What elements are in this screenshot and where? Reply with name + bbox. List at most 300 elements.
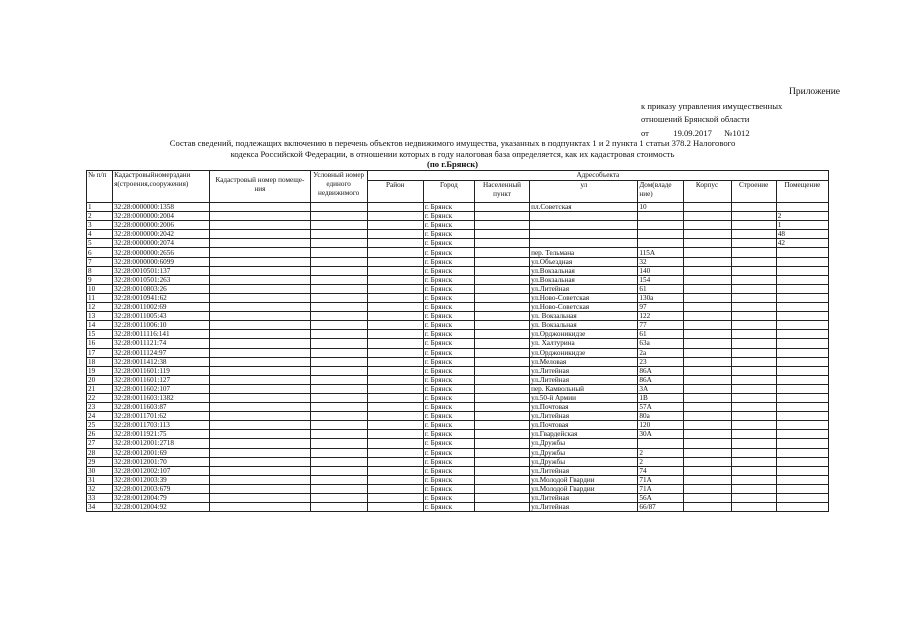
cadastral-number-cell: 32:28:0000000:2006 xyxy=(113,221,210,230)
city-cell: г. Брянск xyxy=(423,348,474,357)
settlement-cell xyxy=(474,403,529,412)
table-row xyxy=(87,466,829,475)
house-cell: 80а xyxy=(638,412,683,421)
street-cell: ул.Дружбы xyxy=(530,439,638,448)
house-cell: 122 xyxy=(638,312,683,321)
building-cell xyxy=(731,257,776,266)
table-row xyxy=(87,321,829,330)
conditional-number-cell xyxy=(310,393,367,402)
building-cell xyxy=(731,203,776,212)
premise-cell xyxy=(776,439,828,448)
building-cell xyxy=(731,375,776,384)
settlement-cell xyxy=(474,330,529,339)
city-cell: г. Брянск xyxy=(423,503,474,512)
premise-cell xyxy=(776,403,828,412)
district-cell xyxy=(367,339,423,348)
house-cell: 97 xyxy=(638,303,683,312)
premise-cell xyxy=(776,339,828,348)
table-row xyxy=(87,230,829,239)
street-cell: ул.Вокзальная xyxy=(530,266,638,275)
district-cell xyxy=(367,348,423,357)
settlement-cell xyxy=(474,257,529,266)
city-cell: г. Брянск xyxy=(423,303,474,312)
premises-cadastral-cell xyxy=(210,257,310,266)
house-cell: 57А xyxy=(638,403,683,412)
city-cell: г. Брянск xyxy=(423,239,474,248)
premise-cell xyxy=(776,257,828,266)
district-cell xyxy=(367,448,423,457)
street-cell xyxy=(530,212,638,221)
settlement-cell xyxy=(474,339,529,348)
header-street: ул xyxy=(530,181,638,203)
table-row xyxy=(87,421,829,430)
premises-cadastral-cell xyxy=(210,503,310,512)
street-cell: пл.Советская xyxy=(530,203,638,212)
premises-cadastral-cell xyxy=(210,494,310,503)
premises-cadastral-cell xyxy=(210,466,310,475)
street-cell: ул.Орджоникидзе xyxy=(530,330,638,339)
premise-cell xyxy=(776,457,828,466)
premises-cadastral-cell xyxy=(210,312,310,321)
korpus-cell xyxy=(683,221,731,230)
house-cell xyxy=(638,221,683,230)
street-cell: ул.Гвардейская xyxy=(530,430,638,439)
korpus-cell xyxy=(683,494,731,503)
korpus-cell xyxy=(683,475,731,484)
conditional-number-cell xyxy=(310,439,367,448)
district-cell xyxy=(367,221,423,230)
conditional-number-cell xyxy=(310,230,367,239)
korpus-cell xyxy=(683,348,731,357)
cadastral-number-cell: 32:28:0011603:1382 xyxy=(113,393,210,402)
korpus-cell xyxy=(683,421,731,430)
city-cell: г. Брянск xyxy=(423,439,474,448)
city-cell: г. Брянск xyxy=(423,339,474,348)
row-number-cell: 12 xyxy=(87,303,113,312)
row-number-cell: 5 xyxy=(87,239,113,248)
conditional-number-cell xyxy=(310,321,367,330)
premise-cell xyxy=(776,375,828,384)
register-body xyxy=(87,203,829,512)
row-number-cell: 14 xyxy=(87,321,113,330)
table-row xyxy=(87,430,829,439)
street-cell: ул.Литейная xyxy=(530,503,638,512)
city-cell: г. Брянск xyxy=(423,266,474,275)
district-cell xyxy=(367,421,423,430)
building-cell xyxy=(731,293,776,302)
row-number-cell: 13 xyxy=(87,312,113,321)
table-row xyxy=(87,484,829,493)
building-cell xyxy=(731,430,776,439)
premises-cadastral-cell xyxy=(210,275,310,284)
street-cell: ул.Орджоникидзе xyxy=(530,348,638,357)
table-row xyxy=(87,348,829,357)
building-cell xyxy=(731,403,776,412)
premise-cell xyxy=(776,421,828,430)
document-title-line1: Состав сведений, подлежащих включению в перечень объектов недвижимого имущества, указанных в подпунктах 1 и 2 пункта 1 статьи 378.2 Налогового xyxy=(169,138,736,148)
premises-cadastral-cell xyxy=(210,321,310,330)
premise-cell xyxy=(776,412,828,421)
settlement-cell xyxy=(474,266,529,275)
header-address-group: Адресобъекта xyxy=(367,171,828,181)
house-cell: 23 xyxy=(638,357,683,366)
house-cell: 71А xyxy=(638,484,683,493)
conditional-number-cell xyxy=(310,375,367,384)
korpus-cell xyxy=(683,384,731,393)
conditional-number-cell xyxy=(310,212,367,221)
cadastral-number-cell: 32:28:0011921:75 xyxy=(113,430,210,439)
street-cell: пер. Камвольный xyxy=(530,384,638,393)
korpus-cell xyxy=(683,439,731,448)
conditional-number-cell xyxy=(310,448,367,457)
row-number-cell: 21 xyxy=(87,384,113,393)
district-cell xyxy=(367,293,423,302)
premise-cell xyxy=(776,248,828,257)
table-row xyxy=(87,284,829,293)
street-cell: ул. Вокзальная xyxy=(530,321,638,330)
row-number-cell: 33 xyxy=(87,494,113,503)
premises-cadastral-cell xyxy=(210,421,310,430)
building-cell xyxy=(731,384,776,393)
house-cell: 56А xyxy=(638,494,683,503)
korpus-cell xyxy=(683,275,731,284)
premises-cadastral-cell xyxy=(210,384,310,393)
settlement-cell xyxy=(474,375,529,384)
building-cell xyxy=(731,230,776,239)
settlement-cell xyxy=(474,230,529,239)
street-cell: ул.Дружбы xyxy=(530,457,638,466)
table-row xyxy=(87,357,829,366)
building-cell xyxy=(731,448,776,457)
header-district: Район xyxy=(367,181,423,203)
premise-cell xyxy=(776,357,828,366)
cadastral-number-cell: 32:28:0000000:2074 xyxy=(113,239,210,248)
cadastral-number-cell: 32:28:0011602:107 xyxy=(113,384,210,393)
house-cell: 2а xyxy=(638,348,683,357)
settlement-cell xyxy=(474,412,529,421)
building-cell xyxy=(731,339,776,348)
row-number-cell: 34 xyxy=(87,503,113,512)
table-row xyxy=(87,475,829,484)
building-cell xyxy=(731,275,776,284)
street-cell: ул.Ново-Советская xyxy=(530,303,638,312)
korpus-cell xyxy=(683,203,731,212)
premise-cell xyxy=(776,448,828,457)
cadastral-number-cell: 32:28:0011601:127 xyxy=(113,375,210,384)
korpus-cell xyxy=(683,466,731,475)
conditional-number-cell xyxy=(310,348,367,357)
cadastral-number-cell: 32:28:0012004:79 xyxy=(113,494,210,503)
cadastral-number-cell: 32:28:0011005:43 xyxy=(113,312,210,321)
cadastral-number-cell: 32:28:0000000:2042 xyxy=(113,230,210,239)
header-city: Город xyxy=(423,181,474,203)
premise-cell xyxy=(776,484,828,493)
appendix-title: Приложение xyxy=(789,87,840,97)
korpus-cell xyxy=(683,375,731,384)
premises-cadastral-cell xyxy=(210,212,310,221)
premises-cadastral-cell xyxy=(210,239,310,248)
city-cell: г. Брянск xyxy=(423,384,474,393)
premise-cell xyxy=(776,266,828,275)
row-number-cell: 25 xyxy=(87,421,113,430)
building-cell xyxy=(731,475,776,484)
house-cell: 61 xyxy=(638,284,683,293)
premises-cadastral-cell xyxy=(210,430,310,439)
cadastral-number-cell: 32:28:0010501:263 xyxy=(113,275,210,284)
building-cell xyxy=(731,239,776,248)
korpus-cell xyxy=(683,321,731,330)
table-row xyxy=(87,257,829,266)
table-row xyxy=(87,375,829,384)
korpus-cell xyxy=(683,339,731,348)
street-cell: ул.Литейная xyxy=(530,466,638,475)
premises-cadastral-cell xyxy=(210,230,310,239)
city-cell: г. Брянск xyxy=(423,230,474,239)
cadastral-number-cell: 32:28:0012004:92 xyxy=(113,503,210,512)
cadastral-number-cell: 32:28:0000000:2656 xyxy=(113,248,210,257)
conditional-number-cell xyxy=(310,266,367,275)
row-number-cell: 16 xyxy=(87,339,113,348)
city-cell: г. Брянск xyxy=(423,466,474,475)
row-number-cell: 6 xyxy=(87,248,113,257)
building-cell xyxy=(731,412,776,421)
premises-cadastral-cell xyxy=(210,284,310,293)
district-cell xyxy=(367,303,423,312)
street-cell: ул.Молодой Гвардии xyxy=(530,475,638,484)
building-cell xyxy=(731,484,776,493)
table-row xyxy=(87,330,829,339)
district-cell xyxy=(367,357,423,366)
settlement-cell xyxy=(474,203,529,212)
premise-cell xyxy=(776,203,828,212)
cadastral-number-cell: 32:28:0011124:97 xyxy=(113,348,210,357)
district-cell xyxy=(367,284,423,293)
conditional-number-cell xyxy=(310,312,367,321)
appendix-department-line: отношений Брянской области xyxy=(641,114,750,124)
document-title-line2: кодекса Российской Федерации, в отношении которых в году налоговая база определяется, как их кадастровая стоимость xyxy=(230,148,675,159)
house-cell: 115А xyxy=(638,248,683,257)
conditional-number-cell xyxy=(310,503,367,512)
district-cell xyxy=(367,212,423,221)
district-cell xyxy=(367,466,423,475)
city-cell: г. Брянск xyxy=(423,494,474,503)
table-row xyxy=(87,448,829,457)
city-cell: г. Брянск xyxy=(423,221,474,230)
city-cell: г. Брянск xyxy=(423,212,474,221)
table-row xyxy=(87,503,829,512)
premises-cadastral-cell xyxy=(210,393,310,402)
building-cell xyxy=(731,312,776,321)
street-cell: ул.Литейная xyxy=(530,366,638,375)
cadastral-number-cell: 32:28:0011703:113 xyxy=(113,421,210,430)
house-cell: 63а xyxy=(638,339,683,348)
conditional-number-cell xyxy=(310,403,367,412)
korpus-cell xyxy=(683,248,731,257)
city-cell: г. Брянск xyxy=(423,312,474,321)
korpus-cell xyxy=(683,403,731,412)
conditional-number-cell xyxy=(310,293,367,302)
korpus-cell xyxy=(683,366,731,375)
header-settlement: Населенный пункт xyxy=(474,181,529,203)
row-number-cell: 26 xyxy=(87,430,113,439)
city-cell: г. Брянск xyxy=(423,357,474,366)
settlement-cell xyxy=(474,357,529,366)
korpus-cell xyxy=(683,230,731,239)
cadastral-number-cell: 32:28:0012001:2718 xyxy=(113,439,210,448)
settlement-cell xyxy=(474,275,529,284)
settlement-cell xyxy=(474,503,529,512)
cadastral-number-cell: 32:28:0011701:62 xyxy=(113,412,210,421)
row-number-cell: 3 xyxy=(87,221,113,230)
row-number-cell: 31 xyxy=(87,475,113,484)
premises-cadastral-cell xyxy=(210,303,310,312)
settlement-cell xyxy=(474,239,529,248)
row-number-cell: 19 xyxy=(87,366,113,375)
row-number-cell: 32 xyxy=(87,484,113,493)
table-row xyxy=(87,221,829,230)
conditional-number-cell xyxy=(310,457,367,466)
district-cell xyxy=(367,439,423,448)
building-cell xyxy=(731,494,776,503)
korpus-cell xyxy=(683,393,731,402)
house-cell: 130а xyxy=(638,293,683,302)
premises-cadastral-cell xyxy=(210,448,310,457)
city-cell: г. Брянск xyxy=(423,448,474,457)
conditional-number-cell xyxy=(310,366,367,375)
premise-cell xyxy=(776,503,828,512)
street-cell: ул.50-й Армии xyxy=(530,393,638,402)
district-cell xyxy=(367,457,423,466)
row-number-cell: 17 xyxy=(87,348,113,357)
appendix-number: №1012 xyxy=(724,128,750,138)
row-number-cell: 9 xyxy=(87,275,113,284)
conditional-number-cell xyxy=(310,203,367,212)
premises-cadastral-cell xyxy=(210,266,310,275)
city-cell: г. Брянск xyxy=(423,248,474,257)
street-cell: ул.Литейная xyxy=(530,494,638,503)
header-korpus: Корпус xyxy=(683,181,731,203)
cadastral-number-cell: 32:28:0012003:679 xyxy=(113,484,210,493)
settlement-cell xyxy=(474,293,529,302)
cadastral-number-cell: 32:28:0010803:26 xyxy=(113,284,210,293)
street-cell: ул. Халтурина xyxy=(530,339,638,348)
premise-cell xyxy=(776,293,828,302)
header-house: Дом(владе ние) xyxy=(638,181,683,203)
table-row xyxy=(87,494,829,503)
building-cell xyxy=(731,248,776,257)
cadastral-number-cell: 32:28:0011121:74 xyxy=(113,339,210,348)
district-cell xyxy=(367,393,423,402)
settlement-cell xyxy=(474,312,529,321)
cadastral-number-cell: 32:28:0010941:62 xyxy=(113,293,210,302)
table-row xyxy=(87,248,829,257)
premise-cell xyxy=(776,430,828,439)
conditional-number-cell xyxy=(310,257,367,266)
street-cell xyxy=(530,221,638,230)
settlement-cell xyxy=(474,348,529,357)
street-cell: ул.Дружбы xyxy=(530,448,638,457)
header-cadastral: Кадастровыйномерздани я(строения,сооружения) xyxy=(113,171,210,203)
building-cell xyxy=(731,457,776,466)
premises-cadastral-cell xyxy=(210,375,310,384)
building-cell xyxy=(731,330,776,339)
street-cell: ул.Литейная xyxy=(530,412,638,421)
conditional-number-cell xyxy=(310,284,367,293)
premise-cell xyxy=(776,466,828,475)
table-row xyxy=(87,384,829,393)
table-row xyxy=(87,339,829,348)
cadastral-number-cell: 32:28:0011006:10 xyxy=(113,321,210,330)
premises-cadastral-cell xyxy=(210,475,310,484)
settlement-cell xyxy=(474,221,529,230)
premise-cell xyxy=(776,330,828,339)
house-cell xyxy=(638,230,683,239)
conditional-number-cell xyxy=(310,248,367,257)
conditional-number-cell xyxy=(310,275,367,284)
house-cell xyxy=(638,239,683,248)
cadastral-number-cell: 32:28:0012002:107 xyxy=(113,466,210,475)
conditional-number-cell xyxy=(310,484,367,493)
header-premises-cadastral: Кадастровый номер помеще-ния xyxy=(210,171,310,203)
house-cell: 1В xyxy=(638,393,683,402)
korpus-cell xyxy=(683,284,731,293)
house-cell: 30А xyxy=(638,430,683,439)
premise-cell xyxy=(776,312,828,321)
street-cell: ул.Молодой Гвардии xyxy=(530,484,638,493)
street-cell xyxy=(530,239,638,248)
cadastral-number-cell: 32:28:0012001:69 xyxy=(113,448,210,457)
district-cell xyxy=(367,266,423,275)
district-cell xyxy=(367,312,423,321)
building-cell xyxy=(731,284,776,293)
korpus-cell xyxy=(683,212,731,221)
conditional-number-cell xyxy=(310,239,367,248)
building-cell xyxy=(731,439,776,448)
table-row xyxy=(87,203,829,212)
conditional-number-cell xyxy=(310,412,367,421)
district-cell xyxy=(367,203,423,212)
row-number-cell: 4 xyxy=(87,230,113,239)
building-cell xyxy=(731,221,776,230)
conditional-number-cell xyxy=(310,221,367,230)
premise-cell xyxy=(776,303,828,312)
house-cell: 61 xyxy=(638,330,683,339)
table-row xyxy=(87,366,829,375)
building-cell xyxy=(731,421,776,430)
house-cell: 32 xyxy=(638,257,683,266)
building-cell xyxy=(731,503,776,512)
city-cell: г. Брянск xyxy=(423,366,474,375)
row-number-cell: 15 xyxy=(87,330,113,339)
table-row xyxy=(87,266,829,275)
street-cell: ул.Литейная xyxy=(530,375,638,384)
table-row xyxy=(87,275,829,284)
korpus-cell xyxy=(683,503,731,512)
table-row xyxy=(87,303,829,312)
building-cell xyxy=(731,303,776,312)
table-row xyxy=(87,312,829,321)
document-title xyxy=(120,138,785,170)
property-register-table xyxy=(86,170,829,512)
district-cell xyxy=(367,484,423,493)
korpus-cell xyxy=(683,303,731,312)
settlement-cell xyxy=(474,393,529,402)
premise-cell xyxy=(776,284,828,293)
building-cell xyxy=(731,212,776,221)
city-cell: г. Брянск xyxy=(423,412,474,421)
settlement-cell xyxy=(474,484,529,493)
cadastral-number-cell: 32:28:0012001:70 xyxy=(113,457,210,466)
